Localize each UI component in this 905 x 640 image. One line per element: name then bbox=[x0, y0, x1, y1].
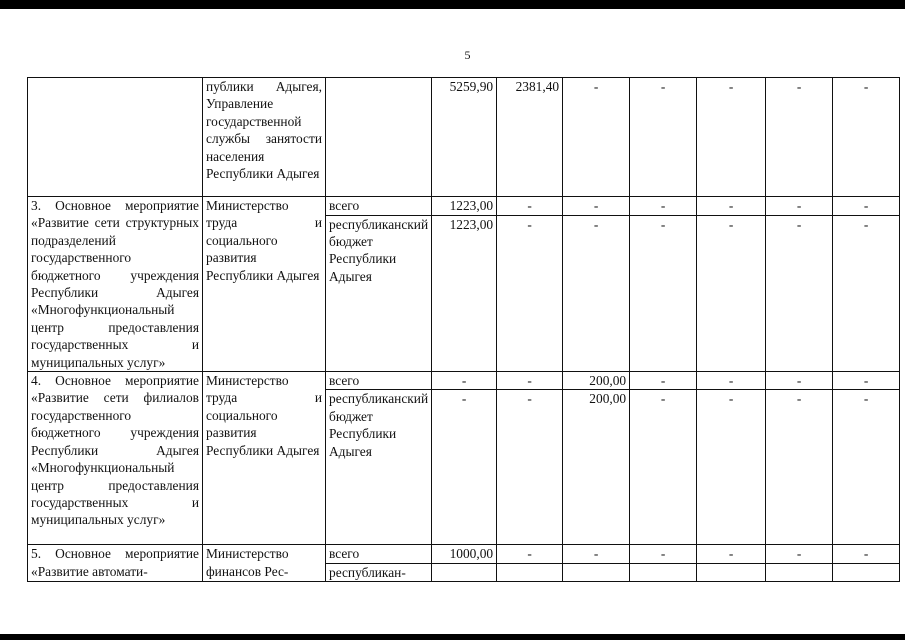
total-cell: - bbox=[563, 545, 630, 563]
total-cell: - bbox=[630, 545, 697, 563]
value-cell: - bbox=[697, 78, 766, 197]
event-cell bbox=[28, 78, 203, 197]
total-cell: - bbox=[630, 372, 697, 390]
executor-cell: Министерство труда и социального развития Республики Адыгея bbox=[203, 372, 326, 545]
program-funding-table bbox=[27, 77, 900, 582]
total-cell: - bbox=[697, 197, 766, 216]
event-cell: 3. Основное мероприятие «Развитие сети структурных подразделений государственного бюджетного учреждения Республики Адыгея «Многофункциональный центр предоставления государственных и муниципальных услуг» bbox=[28, 197, 203, 372]
value-cell bbox=[833, 563, 900, 581]
value-cell: - bbox=[833, 215, 900, 371]
total-cell: - bbox=[766, 545, 833, 563]
event-cell: 5. Основное мероприятие «Развитие автомати- bbox=[28, 545, 203, 582]
table-row bbox=[28, 197, 900, 216]
total-cell: - bbox=[563, 197, 630, 216]
total-cell: 1223,00 bbox=[432, 197, 497, 216]
value-cell bbox=[630, 563, 697, 581]
table-row bbox=[28, 78, 900, 197]
page-number: 5 bbox=[464, 48, 471, 62]
total-cell: - bbox=[833, 197, 900, 216]
value-cell: 200,00 bbox=[563, 390, 630, 545]
value-cell: - bbox=[766, 78, 833, 197]
scan-bottom-border bbox=[0, 634, 905, 640]
value-cell: - bbox=[697, 215, 766, 371]
executor-cell: Министерство финансов Рес- bbox=[203, 545, 326, 582]
total-cell: - bbox=[833, 545, 900, 563]
source-total-cell: всего bbox=[326, 372, 432, 390]
total-cell: - bbox=[497, 197, 563, 216]
value-cell: - bbox=[766, 390, 833, 545]
total-cell: - bbox=[432, 372, 497, 390]
total-cell: - bbox=[630, 197, 697, 216]
value-cell bbox=[766, 563, 833, 581]
value-cell: - bbox=[833, 78, 900, 197]
value-cell: 5259,90 bbox=[432, 78, 497, 197]
total-cell: - bbox=[766, 372, 833, 390]
value-cell: - bbox=[630, 390, 697, 545]
total-cell: 200,00 bbox=[563, 372, 630, 390]
value-cell: - bbox=[630, 215, 697, 371]
scan-top-border bbox=[0, 0, 905, 9]
source-cell: республиканский бюджет Республики Адыгея bbox=[326, 390, 432, 545]
event-cell: 4. Основное мероприятие «Развитие сети филиалов государственного бюджетного учреждения Республики Адыгея «Многофункциональный центр предоставления государственных и муниципальных услуг» bbox=[28, 372, 203, 545]
executor-cell: Министерство труда и социального развития Республики Адыгея bbox=[203, 197, 326, 372]
value-cell: 1223,00 bbox=[432, 215, 497, 371]
value-cell: - bbox=[766, 215, 833, 371]
value-cell: - bbox=[833, 390, 900, 545]
total-cell: - bbox=[766, 197, 833, 216]
source-cell: республиканский бюджет Республики Адыгея bbox=[326, 215, 432, 371]
total-cell: 1000,00 bbox=[432, 545, 497, 563]
source-total-cell: всего bbox=[326, 545, 432, 563]
table-row bbox=[28, 372, 900, 390]
source-total-cell: всего bbox=[326, 197, 432, 216]
total-cell: - bbox=[697, 372, 766, 390]
value-cell: 2381,40 bbox=[497, 78, 563, 197]
value-cell bbox=[697, 563, 766, 581]
total-cell: - bbox=[697, 545, 766, 563]
table-row bbox=[28, 545, 900, 563]
source-cell bbox=[326, 78, 432, 197]
value-cell: - bbox=[697, 390, 766, 545]
value-cell: - bbox=[497, 215, 563, 371]
value-cell: - bbox=[563, 78, 630, 197]
executor-cell: публики Адыгея, Управление государственной службы занятости населения Республики Адыгея bbox=[203, 78, 326, 197]
value-cell: - bbox=[563, 215, 630, 371]
total-cell: - bbox=[497, 545, 563, 563]
value-cell bbox=[563, 563, 630, 581]
value-cell bbox=[432, 563, 497, 581]
value-cell: - bbox=[630, 78, 697, 197]
value-cell bbox=[497, 563, 563, 581]
total-cell: - bbox=[497, 372, 563, 390]
value-cell: - bbox=[497, 390, 563, 545]
total-cell: - bbox=[833, 372, 900, 390]
source-cell: республикан- bbox=[326, 563, 432, 581]
value-cell: - bbox=[432, 390, 497, 545]
